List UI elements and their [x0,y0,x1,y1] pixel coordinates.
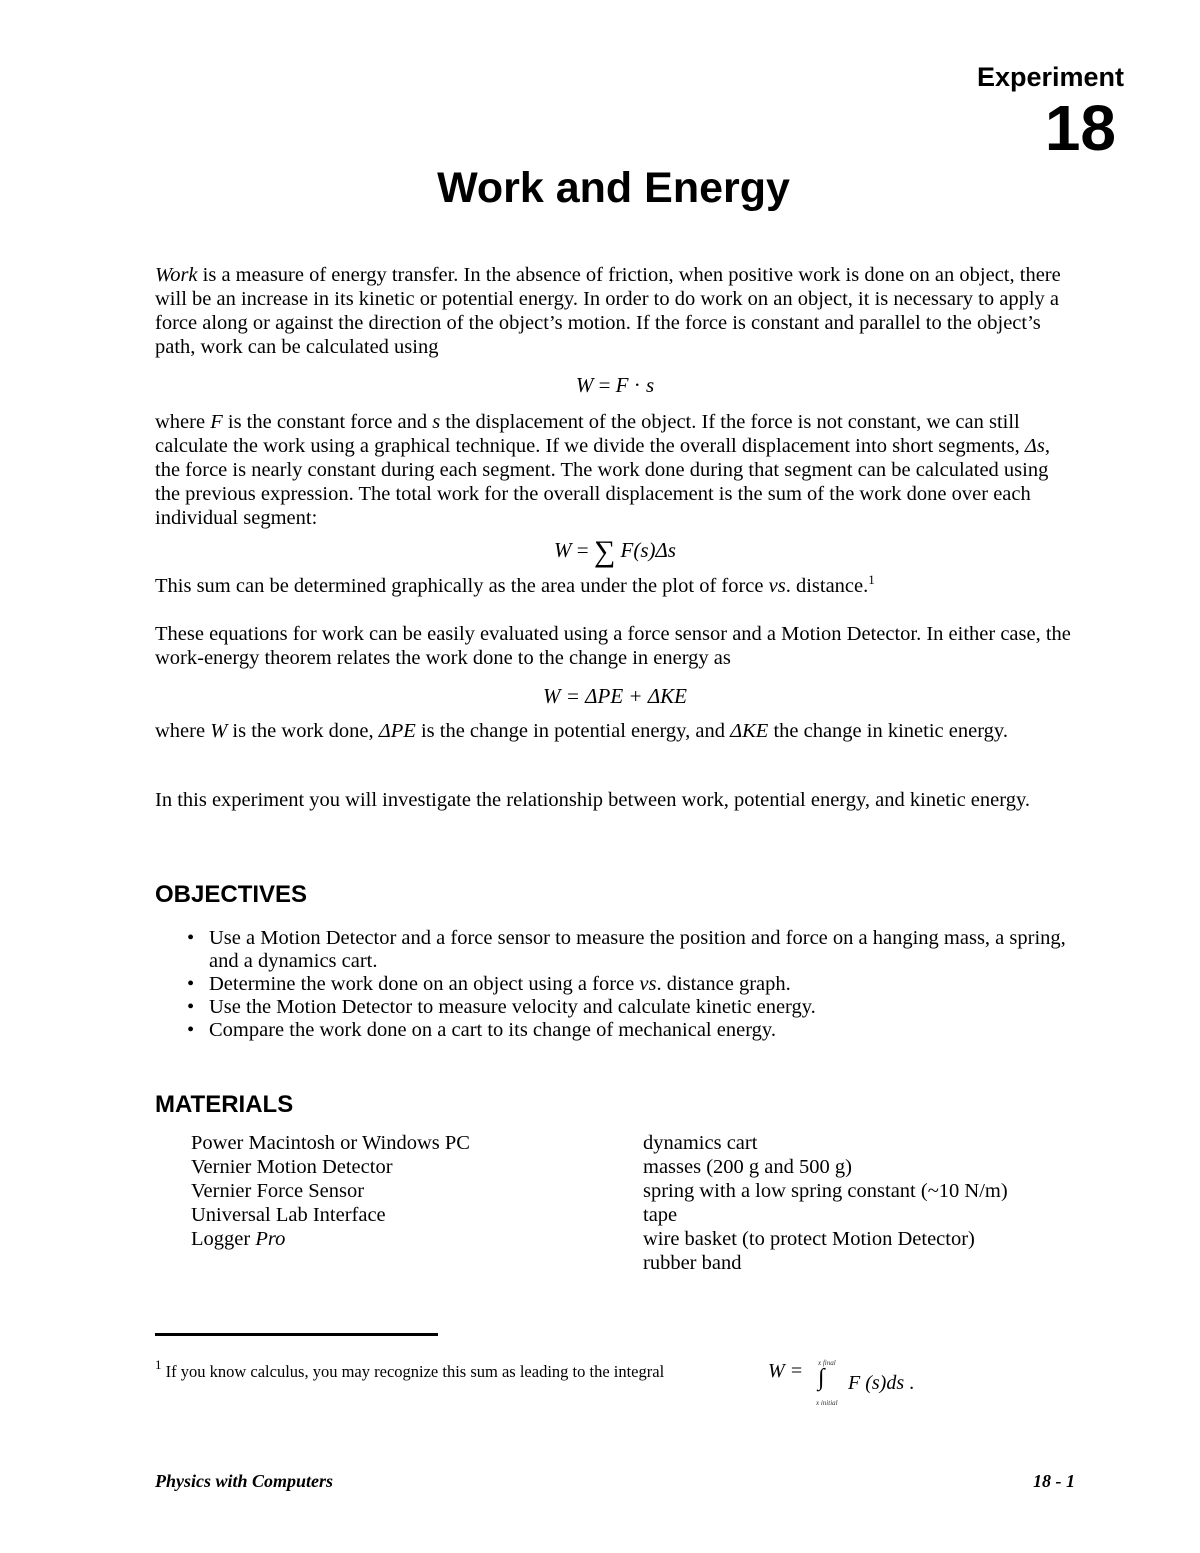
list-item: • Use a Motion Detector and a force sensor to measure the position and force on a hanging mass, a spring, and a dynamics cart. [175,927,1075,973]
list-item: tape [643,1204,678,1226]
footer-page-number: 18 - 1 [1033,1471,1075,1491]
integral-integrand: F (s)ds . [848,1372,915,1394]
list-item: rubber band [643,1252,742,1274]
intro-paragraph-4: These equations for work can be easily evaluated using a force sensor and a Motion Detector. In either case, the work-energy theorem relates the work done to the change in energy as [155,623,1071,669]
intro-paragraph-2: where F is the constant force and s the displacement of the object. If the force is not constant, we can still calculate the work using a graphical technique. If we divide the overall displacement into short segments, Δs, the force is nearly constant during each segment. The work done during that segment can be calculated using the previous expression. The total work for the overall displacement is the sum of the work done over each individual segment: [155,411,1050,529]
intro-paragraph-6: In this experiment you will investigate the relationship between work, potential energy, and kinetic energy. [155,789,1030,811]
objectives-list [175,927,1075,1042]
list-item: • Compare the work done on a cart to its change of mechanical energy. [175,1019,1075,1042]
integral-sign: ∫ [818,1365,825,1391]
intro-paragraph-1: Work is a measure of energy transfer. In the absence of friction, when positive work is done on an object, there will be an increase in its kinetic or potential energy. In order to do work on an object, it is necessary to apply a force along or against the direction of the object’s motion. If the force is constant and parallel to the object’s path, work can be calculated using [155,264,1061,358]
footer-book-title: Physics with Computers [155,1471,334,1491]
list-item: Vernier Force Sensor [191,1180,365,1202]
page-title: Work and Energy [437,164,790,212]
list-item: spring with a low spring constant (~10 N/m) [643,1180,1008,1202]
footnote-divider [155,1333,438,1336]
integral-lower-limit: x initial [816,1399,838,1407]
intro-paragraph-5: where W is the work done, ΔPE is the change in potential energy, and ΔKE the change in kinetic energy. [155,720,1008,742]
footnote-reference: 1 [868,572,875,587]
intro-paragraph-3: This sum can be determined graphically as the area under the plot of force vs. distance.$^1$ [155,572,875,597]
list-item: Power Macintosh or Windows PC [191,1132,470,1154]
list-item: masses (200 g and 500 g) [643,1156,852,1178]
list-item: wire basket (to protect Motion Detector) [643,1228,975,1250]
summation-sign: ∑ [593,535,616,568]
materials-heading: MATERIALS [155,1091,294,1118]
materials-left-column [191,1131,470,1251]
list-item: Vernier Motion Detector [191,1156,393,1178]
experiment-number: 18 [1044,92,1116,164]
footnote-integral-lhs: W = [768,1360,804,1382]
equation-work-energy-theorem: W = ΔPE + ΔKE [543,684,687,708]
list-item: • Use the Motion Detector to measure velocity and calculate kinetic energy. [175,996,1075,1019]
objectives-heading: OBJECTIVES [155,881,308,908]
materials-right-column [643,1131,1008,1275]
equation-work-sum: W = ∑ F(s)Δs [554,535,676,568]
list-item: • Determine the work done on an object using a force vs. distance graph. [175,973,1075,996]
list-item: Universal Lab Interface [191,1204,386,1226]
integral-upper-limit: x final [818,1359,836,1367]
work-term: Work [155,264,198,286]
experiment-label: Experiment [976,62,1124,92]
list-item: dynamics cart [643,1132,758,1154]
equation-work-force-displacement: W = F · s [575,373,655,397]
footnote: $^1$ If you know calculus, you may recognize this sum as leading to the integral [155,1357,665,1381]
list-item: Logger Pro [191,1228,286,1250]
